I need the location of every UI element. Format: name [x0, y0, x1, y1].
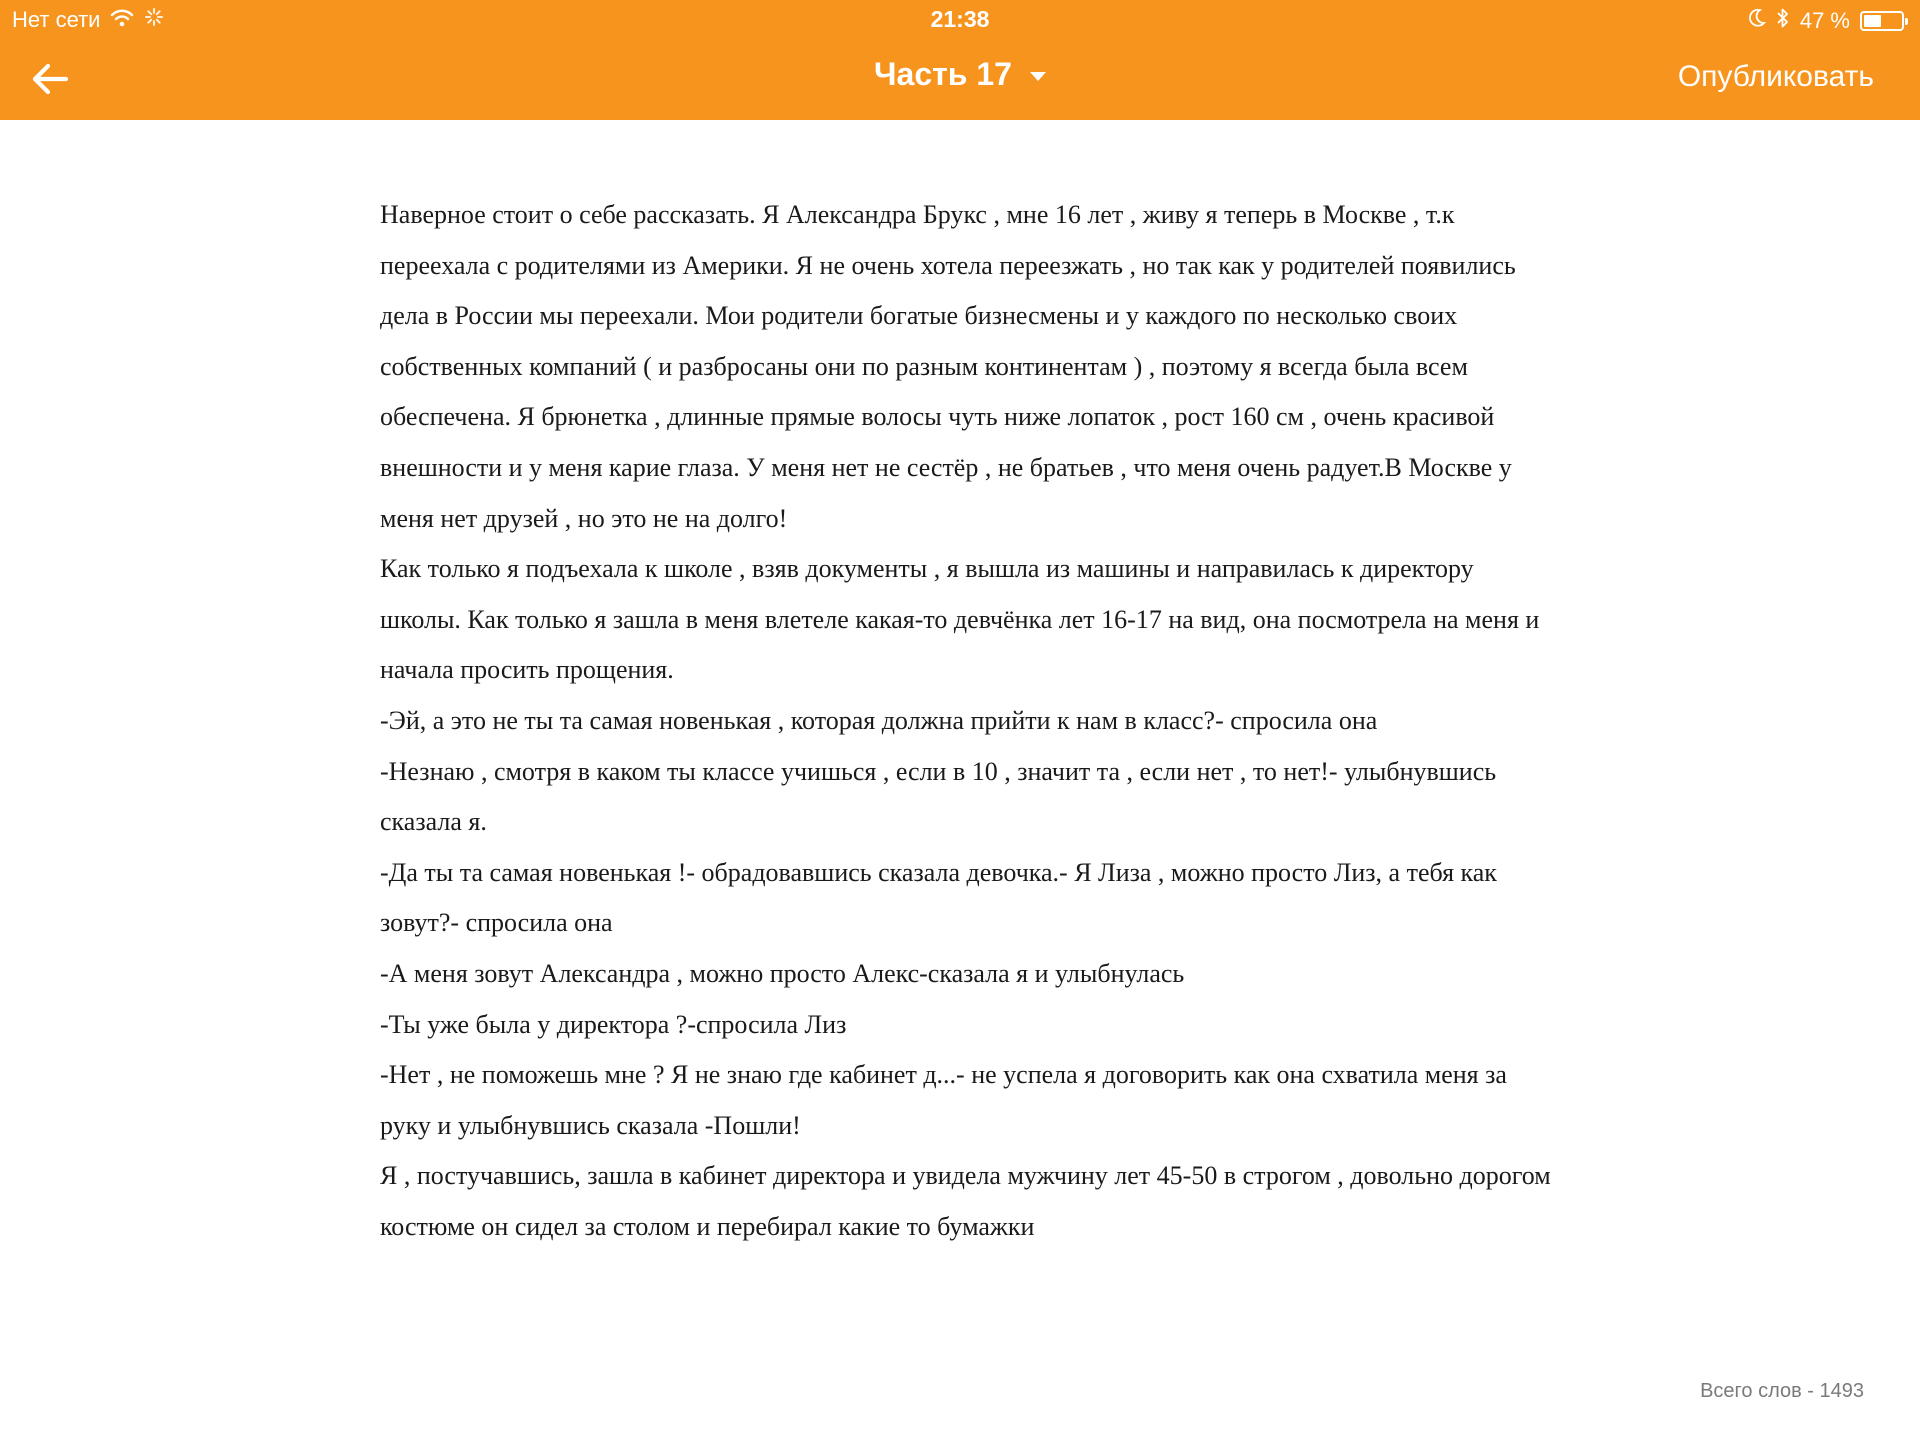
back-button[interactable]: [26, 54, 76, 104]
paragraph: -Эй, а это не ты та самая новенькая , которая должна прийти к нам в класс?- спросила она: [380, 705, 1378, 735]
battery-icon: [1860, 11, 1904, 31]
status-right: [1748, 7, 1904, 35]
word-count: Всего слов - 1493: [1700, 1380, 1864, 1402]
status-time: 21:38: [930, 6, 990, 32]
chapter-title: Часть 17: [874, 56, 1012, 92]
paragraph: -Нет , не поможешь мне ? Я не знаю где кабинет д...- не успела я договорить как она схватила меня за руку и улыбнувшись сказала -Пошли!: [380, 1060, 1507, 1140]
moon-icon: [1748, 8, 1766, 34]
caret-down-icon: [1030, 72, 1046, 81]
carrier-label: Нет сети: [12, 7, 101, 32]
paragraph: Наверное стоит о себе рассказать. Я Александра Брукс , мне 16 лет , живу я теперь в Москве , т.к переехала с родителями из Америки. Я не очень хотела переезжать , но так как у родителей появились дела в России мы переехали. Мои родители богатые бизнесмены и у каждого по несколько своих собственных компаний ( и разбросаны они по разным континентам ) , поэтому я всегда была всем обеспечена. Я брюнетка , длинные прямые волосы чуть ниже лопаток , рост 160 см , очень красивой внешности и у меня карие глаза. У меня нет не сестёр , не братьев , что меня очень радует.В Москве у меня нет друзей , но это не на долго!: [380, 200, 1516, 533]
paragraph: Как только я подъехала к школе , взяв документы , я вышла из машины и направилась к директору школы. Как только я зашла в меня влетеле какая-то девчёнка лет 16-17 на вид, она посмотрела на меня и начала просить прощения.: [380, 554, 1540, 685]
battery-fill: [1864, 15, 1881, 27]
paragraph: -Незнаю , смотря в каком ты классе учишься , если в 10 , значит та , если нет , то нет!- улыбнувшись сказала я.: [380, 756, 1497, 837]
battery-tip: [1905, 18, 1908, 25]
paragraph: -Ты уже была у директора ?-спросила Лиз: [380, 1009, 847, 1039]
paragraph: -А меня зовут Александра , можно просто Алекс-сказала я и улыбнулась: [380, 958, 1185, 988]
publish-button[interactable]: Опубликовать: [1677, 60, 1874, 93]
chapter-selector[interactable]: [874, 56, 1046, 93]
status-bar: [0, 0, 1920, 38]
paragraph: Я , постучавшись, зашла в кабинет директора и увидела мужчину лет 45-50 в строгом , довольно дорогом костюме он сидел за столом и перебирал какие то бумажки: [380, 1161, 1551, 1241]
chapter-title-area: [0, 56, 1920, 93]
app-header: [0, 0, 1920, 120]
paragraph: -Да ты та самая новенькая !- обрадовавшись сказала девочка.- Я Лиза , можно просто Лиз, а тебя как зовут?- спросила она: [380, 857, 1497, 938]
bluetooth-icon: [1776, 7, 1790, 35]
nav-bar: [0, 38, 1920, 120]
battery-percent: 47 %: [1799, 8, 1850, 33]
chapter-text-editor[interactable]: [380, 190, 1560, 1252]
arrow-left-icon: [26, 54, 76, 104]
